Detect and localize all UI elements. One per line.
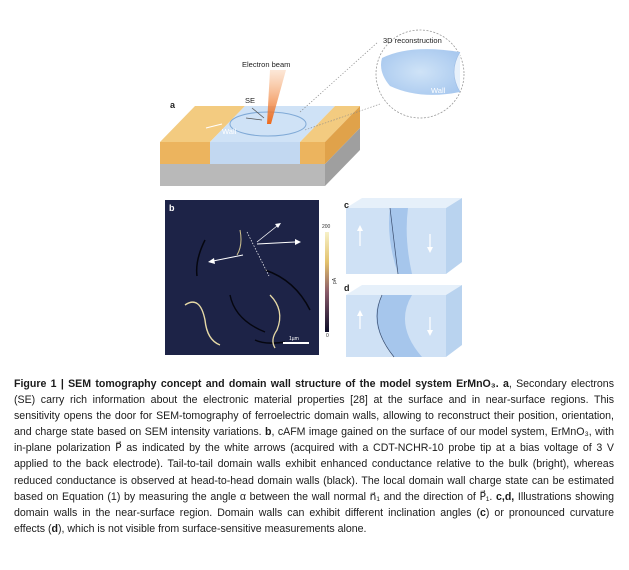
caption-mid-text: ) or pronounced curvature effects ( <box>14 506 614 535</box>
caption-lead: Figure 1 | SEM tomography concept and domain wall structure of the model system ErMnO₃. <box>14 378 499 390</box>
panel-a-label: a <box>170 100 176 110</box>
caption-b-label: b <box>265 426 272 439</box>
colorbar-max: 200 <box>322 224 331 230</box>
sample-front-left <box>160 142 210 164</box>
panel-b <box>165 200 341 355</box>
colorbar-min: 0 <box>326 333 329 339</box>
sample-front-right <box>300 142 325 164</box>
substrate-front <box>160 164 325 186</box>
scale-bar <box>283 342 309 344</box>
scale-bar-label: 1µm <box>289 336 299 342</box>
panel-c <box>338 198 468 278</box>
cafm-image <box>165 200 341 355</box>
figure-caption <box>14 376 614 537</box>
panel-d-illustration <box>338 283 468 363</box>
sample-front-middle <box>210 142 300 164</box>
colorbar <box>325 232 329 332</box>
caption-c-label: c <box>479 506 486 519</box>
recon-title: 3D reconstruction <box>383 36 442 45</box>
panel-d-label: d <box>344 283 350 293</box>
recon-wall-label: Wall <box>431 86 446 95</box>
zoom-line-top <box>300 42 378 112</box>
panel-a-illustration <box>0 0 629 195</box>
colorbar-unit: pA <box>332 277 339 285</box>
caption-d-label: d <box>51 522 58 535</box>
panel-d <box>338 283 468 363</box>
panel-a <box>0 0 629 195</box>
caption-end-text: ), which is not visible from surface-sensitive measurements alone. <box>57 522 367 535</box>
panel-c-label: c <box>344 200 350 210</box>
caption-b-text: , cAFM image gained on the surface of our model system, ErMnO₃, with in-plane polarization P⃗ as indicated by the white arrows (acquired with a CDT-NCHR-10 probe tip at a bias voltage of 3 V applied to the back electrode). Tail-to-tail domain walls exhibit enhanced conductance relative to the bulk (bright), whereas reduced conductance is observed at head-to-head domain walls (black). The local domain wall charge state can be estimated based on Equation (1) by measuring the angle α between the wall normal n⃗₁ and the direction of P⃗₁. <box>14 426 614 503</box>
caption-cd-label: c,d, <box>496 490 515 503</box>
caption-a-text: , Secondary electrons (SE) carry rich information about the electronic material properties [28] at the surface and in near-surface regions. This sensitivity opens the door for SEM-tomography of ferroelectric domain walls, allowing to reconstruct their position, orientation, and charge state based on SEM intensity variations. <box>14 378 614 439</box>
panel-b-label: b <box>169 203 175 213</box>
se-label: SE <box>245 96 256 105</box>
caption-a-label: a <box>502 378 509 390</box>
electron-beam-label: Electron beam <box>242 60 291 69</box>
caption-cd-text: Illustrations showing domain walls in the near-surface region. Domain walls can exhibit different inclination angles ( <box>14 490 614 519</box>
wall-label: Wall <box>222 127 237 136</box>
panel-c-illustration <box>338 198 468 278</box>
